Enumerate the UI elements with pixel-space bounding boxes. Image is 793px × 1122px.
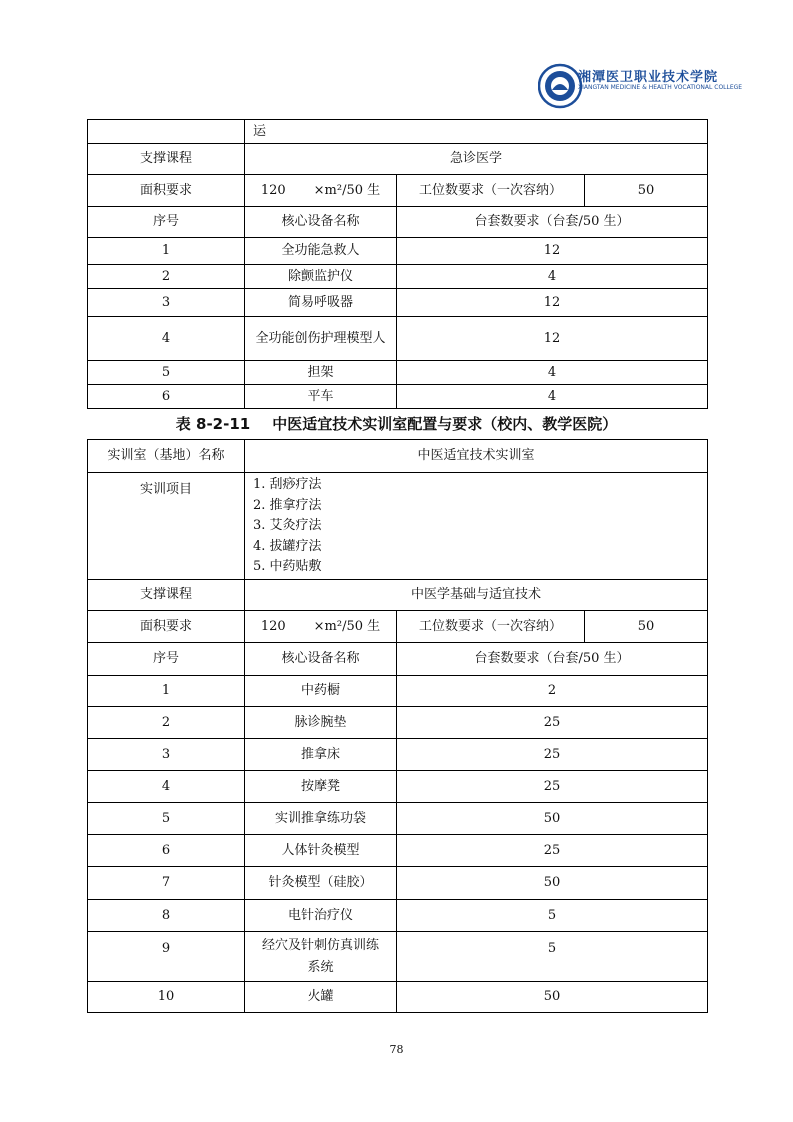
logo-text-en: XIANGTAN MEDICINE & HEALTH VOCATIONAL COLLEGE bbox=[578, 84, 743, 91]
room-label: 实训室（基地）名称 bbox=[88, 440, 245, 473]
list-item: 5. 中药贴敷 bbox=[253, 559, 322, 574]
continued-text: 运 bbox=[245, 120, 708, 144]
row-no: 9 bbox=[88, 932, 245, 982]
row-qty: 5 bbox=[397, 932, 708, 982]
row-name: 担架 bbox=[245, 361, 397, 385]
row-no: 1 bbox=[88, 676, 245, 707]
row-no: 6 bbox=[88, 835, 245, 867]
row-no: 2 bbox=[88, 265, 245, 289]
row-name: 推拿床 bbox=[245, 739, 397, 771]
row-name: 中药橱 bbox=[245, 676, 397, 707]
station-value: 50 bbox=[585, 175, 708, 207]
row-name: 实训推拿练功袋 bbox=[245, 803, 397, 835]
row-qty: 4 bbox=[397, 385, 708, 409]
list-item: 2. 推拿疗法 bbox=[253, 497, 322, 513]
course-value: 急诊医学 bbox=[245, 144, 708, 175]
logo-text-cn: 湘潭医卫职业技术学院 bbox=[578, 70, 719, 85]
row-qty: 12 bbox=[397, 238, 708, 265]
page-number: 78 bbox=[389, 1043, 404, 1056]
station-label: 工位数要求（一次容纳） bbox=[397, 175, 585, 207]
col-header-no: 序号 bbox=[88, 207, 245, 238]
col-header-qty: 台套数要求（台套/50 生） bbox=[397, 643, 708, 676]
course-value: 中医学基础与适宜技术 bbox=[245, 580, 708, 611]
row-no: 1 bbox=[88, 238, 245, 265]
col-header-no: 序号 bbox=[88, 643, 245, 676]
area-value: 120 ×m²/50 生 bbox=[245, 175, 397, 207]
area-label: 面积要求 bbox=[88, 175, 245, 207]
list-item: 1. 刮痧疗法 bbox=[253, 477, 322, 492]
course-label: 支撑课程 bbox=[88, 580, 245, 611]
row-qty: 50 bbox=[397, 867, 708, 900]
col-header-name: 核心设备名称 bbox=[245, 207, 397, 238]
row-qty: 25 bbox=[397, 739, 708, 771]
tcm-lab-table bbox=[87, 439, 708, 1013]
row-qty: 25 bbox=[397, 771, 708, 803]
row-name: 电针治疗仪 bbox=[245, 900, 397, 932]
list-item: 4. 拔罐疗法 bbox=[253, 538, 322, 554]
row-no: 5 bbox=[88, 361, 245, 385]
row-name: 人体针灸模型 bbox=[245, 835, 397, 867]
row-no: 4 bbox=[88, 771, 245, 803]
row-name: 全功能创伤护理模型人 bbox=[245, 317, 397, 361]
row-name: 火罐 bbox=[245, 982, 397, 1013]
station-label: 工位数要求（一次容纳） bbox=[397, 611, 585, 643]
table-caption-number: 表 8-2-11 bbox=[175, 415, 251, 433]
row-name: 平车 bbox=[245, 385, 397, 409]
row-name: 除颤监护仪 bbox=[245, 265, 397, 289]
row-qty: 12 bbox=[397, 289, 708, 317]
emergency-lab-table bbox=[87, 119, 708, 409]
row-name: 脉诊腕垫 bbox=[245, 707, 397, 739]
row-no: 3 bbox=[88, 289, 245, 317]
station-value: 50 bbox=[585, 611, 708, 643]
row-qty: 5 bbox=[397, 900, 708, 932]
room-value: 中医适宜技术实训室 bbox=[245, 440, 708, 473]
list-item: 3. 艾灸疗法 bbox=[253, 518, 322, 533]
row-name: 全功能急救人 bbox=[245, 238, 397, 265]
row-name: 经穴及针刺仿真训练系统 bbox=[245, 932, 397, 982]
row-no: 6 bbox=[88, 385, 245, 409]
projects-cell bbox=[245, 473, 708, 580]
row-no: 3 bbox=[88, 739, 245, 771]
area-value: 120 ×m²/50 生 bbox=[245, 611, 397, 643]
row-name: 简易呼吸器 bbox=[245, 289, 397, 317]
row-no: 10 bbox=[88, 982, 245, 1013]
course-label: 支撑课程 bbox=[88, 144, 245, 175]
row-qty: 25 bbox=[397, 835, 708, 867]
row-qty: 12 bbox=[397, 317, 708, 361]
projects-list bbox=[253, 475, 703, 578]
col-header-name: 核心设备名称 bbox=[245, 643, 397, 676]
row-no: 5 bbox=[88, 803, 245, 835]
projects-label: 实训项目 bbox=[88, 473, 245, 580]
row-qty: 50 bbox=[397, 982, 708, 1013]
table-caption bbox=[0, 413, 793, 434]
row-no: 4 bbox=[88, 317, 245, 361]
row-no: 8 bbox=[88, 900, 245, 932]
table-caption-title: 中医适宜技术实训室配置与要求（校内、教学医院） bbox=[272, 415, 618, 433]
row-name: 针灸模型（硅胶） bbox=[245, 867, 397, 900]
col-header-qty: 台套数要求（台套/50 生） bbox=[397, 207, 708, 238]
row-no: 7 bbox=[88, 867, 245, 900]
row-qty: 50 bbox=[397, 803, 708, 835]
row-qty: 25 bbox=[397, 707, 708, 739]
row-qty: 2 bbox=[397, 676, 708, 707]
row-name: 按摩凳 bbox=[245, 771, 397, 803]
row-no: 2 bbox=[88, 707, 245, 739]
area-label: 面积要求 bbox=[88, 611, 245, 643]
row-qty: 4 bbox=[397, 361, 708, 385]
row-qty: 4 bbox=[397, 265, 708, 289]
